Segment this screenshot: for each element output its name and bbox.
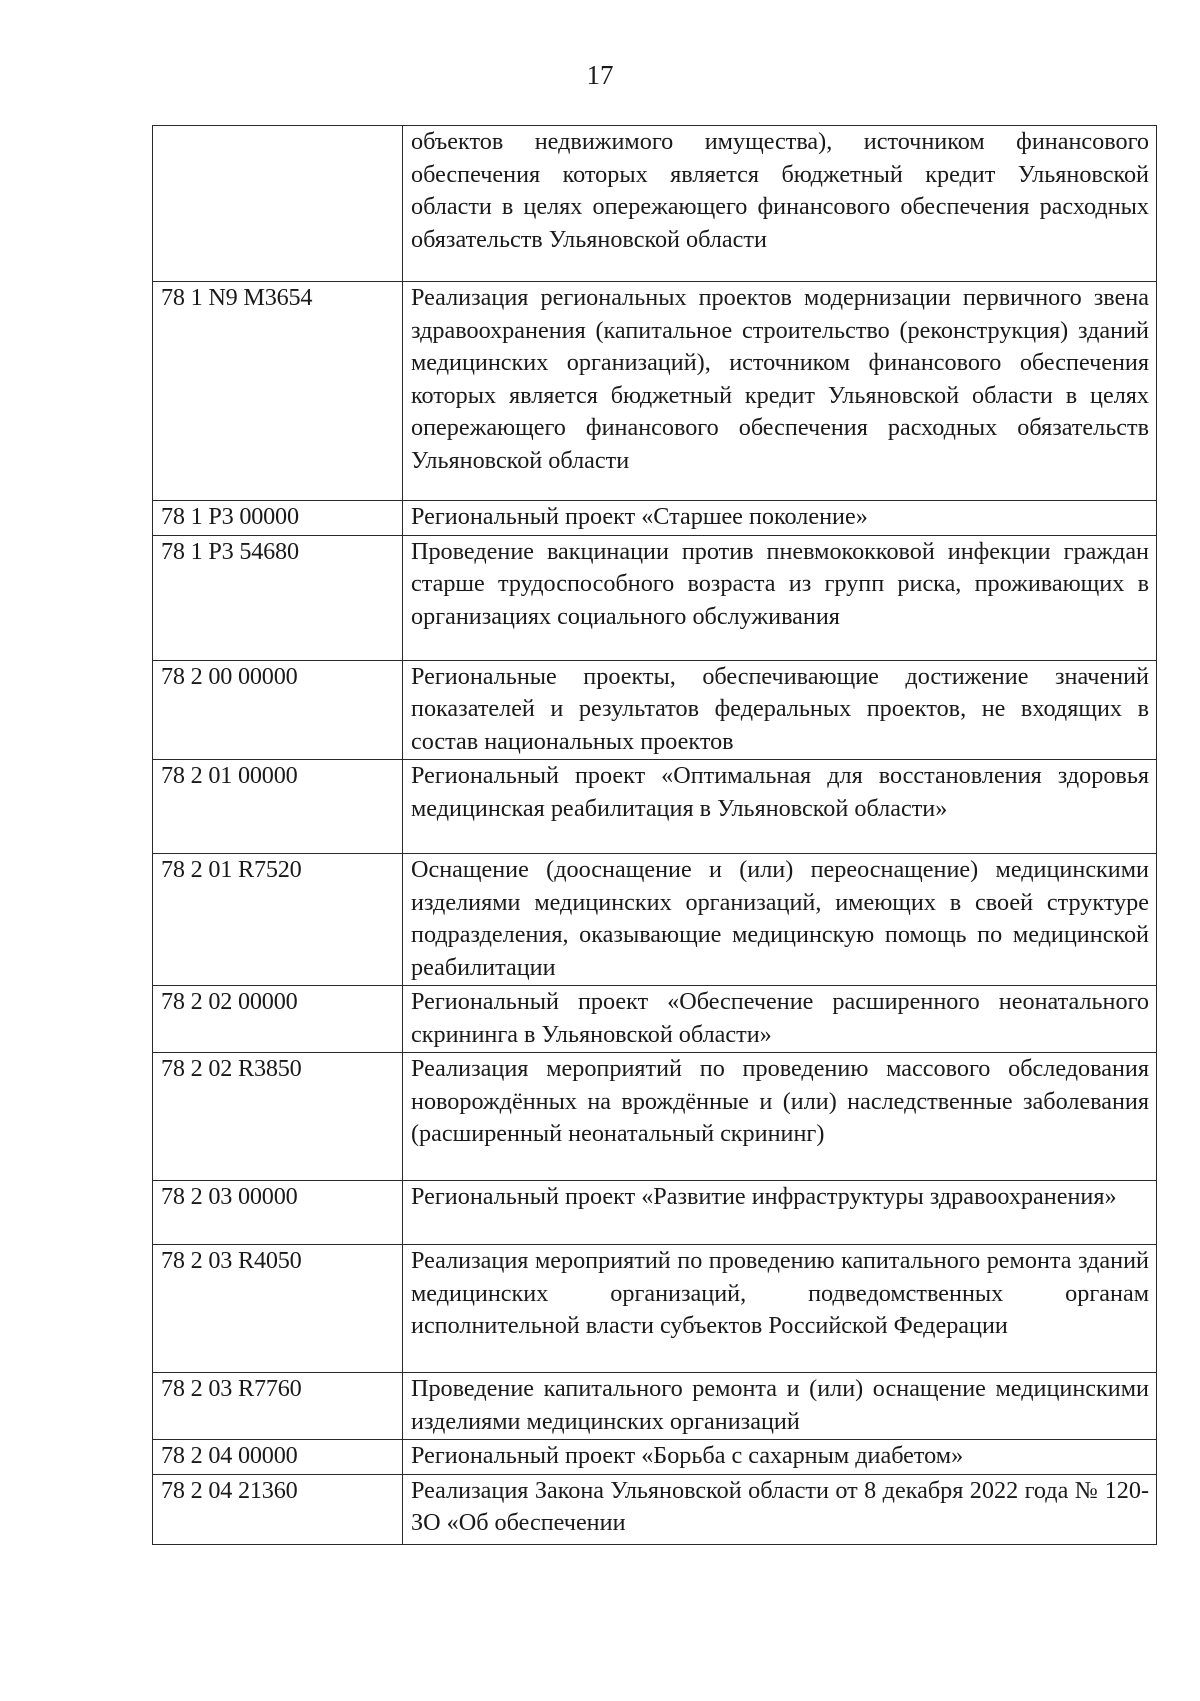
table-row bbox=[153, 1245, 1157, 1373]
page-number: 17 bbox=[586, 60, 614, 90]
code-cell: 78 2 03 R7760 bbox=[153, 1373, 403, 1440]
description-cell: Реализация региональных проектов модернизации первичного звена здравоохранения (капитальное строительство (реконструкция) зданий медицинских организаций), источником финансового обеспечения которых является бюджетный кредит Ульяновской области в целях опережающего финансового обеспечения расходных обязательств Ульяновской области bbox=[403, 282, 1157, 501]
table-row bbox=[153, 760, 1157, 854]
code-cell: 78 2 04 00000 bbox=[153, 1440, 403, 1475]
code-cell: 78 2 00 00000 bbox=[153, 660, 403, 760]
code-cell: 78 1 N9 M3654 bbox=[153, 282, 403, 501]
code-cell: 78 1 P3 00000 bbox=[153, 501, 403, 536]
description-cell: Оснащение (дооснащение и (или) переоснащение) медицинскими изделиями медицинских организаций, имеющих в своей структуре подразделения, оказывающие медицинскую помощь по медицинской реабилитации bbox=[403, 854, 1157, 986]
table-row bbox=[153, 535, 1157, 660]
table-row bbox=[153, 1053, 1157, 1181]
description-cell: Региональный проект «Оптимальная для восстановления здоровья медицинская реабилитация в Ульяновской области» bbox=[403, 760, 1157, 854]
code-cell: 78 2 03 R4050 bbox=[153, 1245, 403, 1373]
description-cell: Региональные проекты, обеспечивающие достижение значений показателей и результатов федеральных проектов, не входящих в состав национальных проектов bbox=[403, 660, 1157, 760]
table-row bbox=[153, 126, 1157, 282]
table-row bbox=[153, 282, 1157, 501]
table-row bbox=[153, 1181, 1157, 1245]
description-cell: Региональный проект «Борьба с сахарным диабетом» bbox=[403, 1440, 1157, 1475]
code-cell: 78 2 03 00000 bbox=[153, 1181, 403, 1245]
description-cell: Реализация мероприятий по проведению массового обследования новорождённых на врождённые и (или) наследственные заболевания (расширенный неонатальный скрининг) bbox=[403, 1053, 1157, 1181]
table-row bbox=[153, 1474, 1157, 1544]
code-cell: 78 2 04 21360 bbox=[153, 1474, 403, 1544]
table-row bbox=[153, 986, 1157, 1053]
code-cell: 78 2 02 R3850 bbox=[153, 1053, 403, 1181]
code-cell bbox=[153, 126, 403, 282]
description-cell: Региональный проект «Обеспечение расширенного неонатального скрининга в Ульяновской области» bbox=[403, 986, 1157, 1053]
code-cell: 78 2 01 00000 bbox=[153, 760, 403, 854]
table-row bbox=[153, 854, 1157, 986]
description-cell: Проведение капитального ремонта и (или) оснащение медицинскими изделиями медицинских организаций bbox=[403, 1373, 1157, 1440]
description-cell: Реализация мероприятий по проведению капитального ремонта зданий медицинских организаций, подведомственных органам исполнительной власти субъектов Российской Федерации bbox=[403, 1245, 1157, 1373]
budget-classification-table bbox=[152, 125, 1157, 1545]
code-cell: 78 2 01 R7520 bbox=[153, 854, 403, 986]
description-cell: объектов недвижимого имущества), источником финансового обеспечения которых является бюджетный кредит Ульяновской области в целях опережающего финансового обеспечения расходных обязательств Ульяновской области bbox=[403, 126, 1157, 282]
table-row bbox=[153, 1440, 1157, 1475]
description-cell: Проведение вакцинации против пневмококковой инфекции граждан старше трудоспособного возраста из групп риска, проживающих в организациях социального обслуживания bbox=[403, 535, 1157, 660]
table-row bbox=[153, 501, 1157, 536]
description-cell: Региональный проект «Развитие инфраструктуры здравоохранения» bbox=[403, 1181, 1157, 1245]
description-cell: Региональный проект «Старшее поколение» bbox=[403, 501, 1157, 536]
code-cell: 78 1 P3 54680 bbox=[153, 535, 403, 660]
description-cell: Реализация Закона Ульяновской области от 8 декабря 2022 года № 120-ЗО «Об обеспечении bbox=[403, 1474, 1157, 1544]
table-row bbox=[153, 660, 1157, 760]
code-cell: 78 2 02 00000 bbox=[153, 986, 403, 1053]
table-row bbox=[153, 1373, 1157, 1440]
